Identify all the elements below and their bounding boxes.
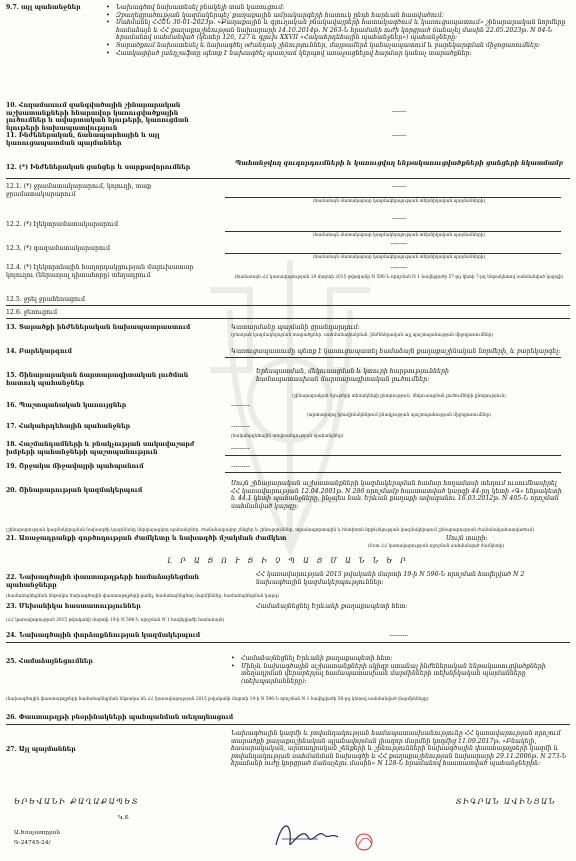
section-header: Պահանջվող զուգորդումների և կառուցվող ենթակառուցվածքների ցանցերի նկատմամբ [235, 160, 563, 167]
section-hint: (համաձայն մատակարար կազմակերպության տեխնիկական պայմանների) [312, 199, 486, 204]
section-value: Կատարմանը պայմանի ցրանդարդում: [231, 324, 360, 331]
section-hint: (համաձայնեցման ենթակա նախագծային փաստաթղթերի ցանկ, համաձայնեցնող մարմիններ, համաձայնեցման կարգ) [6, 594, 279, 599]
section-value: ------- [391, 132, 407, 139]
section-value: --------- [231, 423, 250, 430]
section-value: --------- [231, 463, 250, 470]
divider [6, 305, 570, 306]
stamp-image [352, 830, 378, 854]
section-hint: (արտակարգ իրավիճակներում բնակչության պաշտպանության միջոցառումներ) [306, 413, 492, 418]
section-label: 21. Առաջադրանքի գործողության ժամկետը և նախագծի մշակման ժամկետ [6, 535, 287, 542]
section-label: 26. Փաստաթղթի բնօրինակների պահպանման տեղայնացում [6, 714, 234, 721]
section-label: 12.3. (*) գազամատակարարում [6, 245, 110, 252]
bullet: • Տարածքում նախատեսել և նախագծել օժանդակ շինություններ, մայթամերձ կանաչապատում և բարեկարգման միջոցառումներ։ [106, 42, 566, 50]
section-value: Սույն շինարարական աշխատանքների կազմակերպման համար հողամասի տեղում ուսումնասիրել ՀՀ կառավարության 12.04.2001թ. N 286 որոշմամբ հաստատված կարգի 44-րդ կետի «Գ» ենթակետի և 44.1 կետի պահանջները, ինչպես նաև Երևան քաղաքի ավագանու 16.03.2012թ. N 405-Ն որոշման սահմանված կարգը: [231, 480, 562, 510]
section-value [106, 4, 566, 57]
section-hint: (բնական կազմակերպման տարածքներ, սահմանափակման, ինժեներական այլ պաշտպանության միջոցառումներ) [231, 333, 494, 338]
section-hint: (համաձայն մատակարար կազմակերպության տեխնիկական պայմանների) [312, 233, 486, 238]
section-label: 9.7. այլ պահանջներ [6, 4, 81, 11]
divider [225, 253, 561, 254]
divider [225, 197, 561, 198]
bullet: • Մինչև նախագծային աշխատանքների սկիզբ ստանալ ինժեներական ենթակառուցվածքների տեղադրման վերաբերյալ համապատասխան մարմինների տեխնիկական պայմանները (տեխպայմանները): [231, 663, 567, 686]
section-title: Լ Ր Ա Ց Ո Ւ Ց Ի Չ Պ Ա Յ Մ Ա Ն Ն Ե Ր [167, 557, 409, 565]
section-label: 10. Հողամասում զանգվածային շինարարական աշխատանքների հնարավոր կառուցվածքային լուծումներ և ավարտական նյութերի, կառուցման նյութերի նախապատվություն [6, 102, 189, 132]
signature-image [272, 815, 342, 853]
section-value: --------- [231, 445, 250, 452]
section-label: 23. Մեխանիկա հաստատություններ [6, 603, 141, 610]
section-label: 12.4. (*) էլեկտրոնային հաղորդակցության մալուխատար կոյուղու (ներառյալ դիտահորը) տեղադրում [6, 264, 194, 279]
section-value: Կառուցապատումը պետք է կառուցապատել համաձայն քաղաքաշինական նորմերի, և բարեկարգել: [231, 348, 561, 355]
bullet: • Սահմանել ՀՀՇՆ 30-01-2023թ. «Քաղաքային և գյուղական բնակավայրերի հատակագծում և կառուցապատում» շինարարական նորմերը համաձայն և ՀՀ քաղաքաշինության նախարարի 14.10.2014թ. N 263-Ն հրամանի ուժի կորցրած ճանաչել մասին 22.05.2023թ. N 04-Ն հրամանով սահմանված (կետեր 126, 127 և գլուխ XXVII «Հակահրդեհային պահանջներ») պահանջները: [106, 19, 566, 42]
section-value: -------- [390, 240, 408, 247]
bullet: • Զբաղեցրածության կազմակերպել`քաղաքային ամրակարգերի հատուկ ընդհ հարևան հատվածում։ [106, 12, 566, 20]
section-hint: (Ըստ ՀՀ կառավարության որոշման սահմանված ժամկետի) [367, 544, 505, 549]
section-label: 12. (*) Ինժեներական ցանցեր և սարքավորումներ [6, 164, 191, 171]
section-hint: (հակահրդեհային անվտանգության պահանջներ) [231, 434, 344, 439]
coat-of-arms-watermark [190, 250, 390, 570]
section-value: -------- [390, 264, 408, 271]
divider [225, 357, 561, 358]
section-label: 12.2. (*) էլեկտրամատակարարում [6, 221, 119, 228]
section-value: Սույն տարի: [446, 535, 488, 542]
section-label: 12.1. (*) ջրամատակարարում, կոյուղի, տաք ջրամատակարարում [6, 183, 152, 198]
section-hint: (համաձայն ՀՀ կառավարության 19 մարտի 2015 թվականի N 596-Ն որոշման N 1 հավելվածի 57-րդ կետի 7-րդ ենթակետով սահմանված կարգի) [234, 275, 564, 280]
section-hint: (շինարարության կազմակերպման նախագծի կազմմանը ներկայացվող պահանջներ, ժամանակավոր շենքեր և շինություններ, տրանսպորտային և հետիոտն երթևեկության կազմակերպում շինարարության ժամանակահատվածում) [6, 528, 535, 533]
section-value: Նախագծային կազմի և բովանդակության համապատասխանությունը ՀՀ կառավարության որոշում տարածքի քաղաքաշինական պլանավորման լիազոր մարմնի կողմից 11.09.2017թ. «Բնակելի, հասարակական, արտադրական շենքերի և շինությունների նախագծային փաստաթղթերի կազմի և բովանդակության սահմանման նախագծի և ՀՀ քաղաքաշինության նախարարի 29.11.2006թ. N 273-Ն հրամանի ուժը կորցրած ճանաչելու մասին» N 128-Ն հրամանով հաստատված պահանջներին: [231, 730, 567, 768]
section-hint: (նախագծային փաստաթղթերի համաձայնեցման ենթակա են ՀՀ կառավարության 2015 թվականի մարտի 19-ի N 596-Ն որոշման N 1 հավելվածի 56-րդ կետով սահմանված մարմինները) [6, 697, 429, 702]
section-label: 25. Համաձայնեցումներ [6, 658, 93, 665]
section-label: 22. Նախագծային փաստաթղթերի համաձայնեցման պահանջները [6, 574, 200, 589]
document-number: Գ-24745-24/ [14, 840, 51, 846]
section-label: 15. Շինարարական ճարտարագիտական լուծման հատուկ պահանջներ [6, 372, 189, 387]
section-label: 13. Տարածքի ինժեներական նախապատրաստում [6, 324, 191, 331]
divider [6, 178, 570, 179]
section-hint: (շինարարական նյութերի տեսակների ընտրություն, մեկուսացման լուծումների ընտրություն) [292, 394, 506, 399]
section-value: Երեսպատման, մեկուսացման և կտուրի հարթությունների համապատասխան ճարտարագիտական լուծումներ: [256, 368, 449, 383]
executor-name: Ա.Խաչատրյան [14, 830, 61, 836]
section-value [231, 655, 567, 685]
mayor-title: ԵՐԵՎԱՆԻ ՔԱՂԱՔԱՊԵՏ [14, 797, 139, 806]
section-label: 27. Այլ պայմաններ [6, 746, 76, 753]
section-label: 17. Հակահրդեհային պահանջներ [6, 423, 131, 430]
section-label: 16. Պաշտպանական կառույցներ [6, 402, 127, 409]
section-hint: (համաձայն մատակարար կազմակերպության տեխնիկական պայմանների) [312, 255, 486, 260]
seal-label: Կ.Տ [118, 815, 129, 821]
divider [225, 455, 561, 456]
divider [225, 231, 561, 232]
section-label: 12.5. ջրել ջրահեռացում [6, 296, 85, 303]
divider [6, 724, 570, 725]
divider [6, 642, 570, 643]
section-value: ՀՀ կառավարության 2015 թվականի մարտի 19-ի N 596-Ն որոշման հավելված N 2 նախագծային կազմակերպություններ: [256, 571, 525, 586]
divider [6, 318, 570, 319]
section-label: 18. Հաշմանդամների և բնակչության սակավաշարժ խմբերի պահանջների պաշտպանություն [6, 441, 195, 456]
section-label: 20. Շինարարության կազմակերպում [6, 487, 143, 494]
section-value: ------- [391, 183, 407, 190]
section-value: Համաձայնեցնել Երևանի քաղաքապետի հետ: [256, 603, 408, 610]
divider [225, 472, 561, 473]
section-label: 24. Նախագծային փորձաքննության կազմակերպում [6, 632, 201, 639]
mayor-name: ՏԻԳՐԱՆ ԱՎԻՆՅԱՆ [455, 797, 556, 806]
bullet: • Հատկացված լանդշաֆտը պետք է նախագծել պատշաճ կերպով առաջացնելով հարմար կանաչ տարածքներ: [106, 50, 566, 58]
bullet: • Նախագծով նախատեսել բնակելի տան կառուցում: [106, 4, 566, 12]
section-label: 19. Շրջակա միջավայրի պահպանում [6, 463, 144, 470]
section-value: --------- [231, 402, 250, 409]
section-value: --------- [389, 632, 409, 639]
section-value: ------- [391, 215, 407, 222]
section-label: 11. Ինժեներական, ճանապարհային և այլ կառուցապատման պայմաններ [6, 132, 160, 147]
section-label: 14. Բարեկարգում [6, 348, 72, 355]
section-hint: (ՀՀ կառավարության 2015 թվականի մարտի 19-ի N 596-Ն որոշման N 1 հավելվածի համաձայն) [6, 618, 225, 623]
section-label: 12.6. ջեռուցում [6, 309, 58, 316]
bullet: • Համաձայնեցնել Երևանի քաղաքապետի հետ: [231, 655, 567, 663]
section-value: ------- [391, 108, 407, 115]
